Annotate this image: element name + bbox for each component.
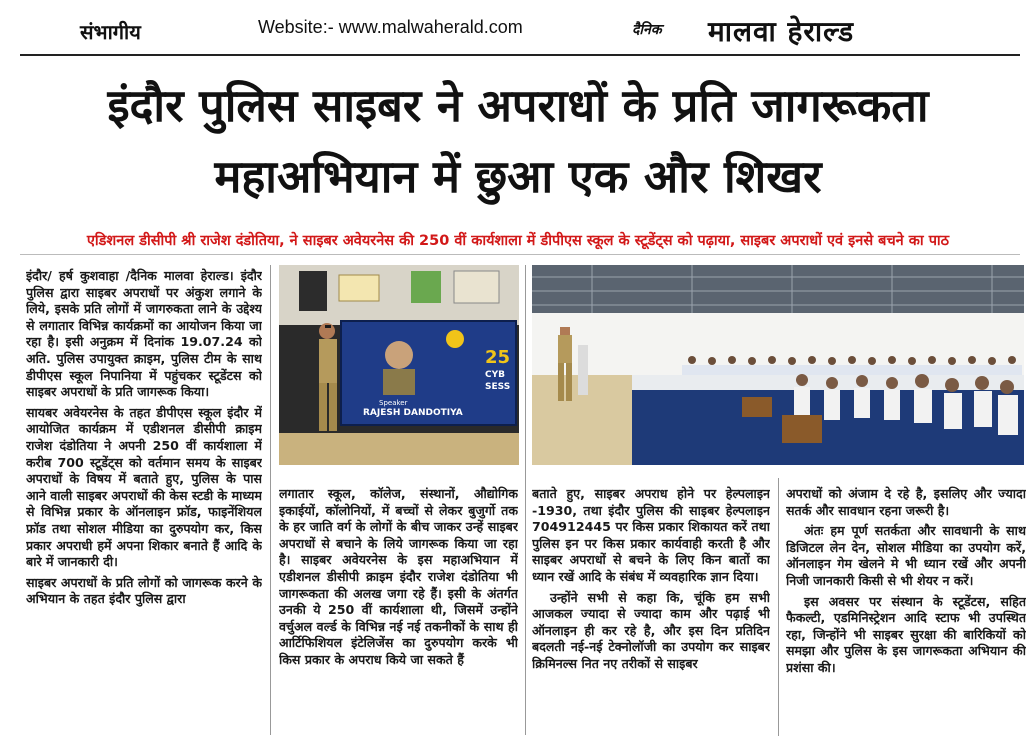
headline-line-1: इंदौर पुलिस साइबर ने अपराधों के प्रति जागरूकता: [107, 79, 929, 132]
article-column-1: [26, 268, 262, 738]
column-divider: [270, 265, 271, 735]
column-divider: [778, 478, 779, 736]
headline-line-2: महाअभियान में छुआ एक और शिखर: [214, 150, 822, 203]
paragraph: अपराधों को अंजाम दे रहे है, इसलिए और ज्यादा सतर्क और सावधान रहना जरूरी है।: [786, 486, 1026, 518]
banner-speaker-label: Speaker: [379, 399, 408, 407]
photo-audience-illustration: [532, 265, 1024, 465]
subheadline: एडिशनल डीसीपी श्री राजेश दंडोतिया, ने साइबर अवेयरनेस की 250 वीं कार्यशाला में डीपीएस स्कूल के स्टूडेंट्स को पढ़ाया, साइबर अपराधों एवं इनसे बचने का पाठ: [86, 233, 950, 249]
banner-text-2: SESS: [485, 382, 511, 392]
daily-label: दैनिक: [632, 22, 662, 38]
banner-text-1: CYB: [485, 370, 505, 380]
paragraph: साइबर अपराधों के प्रति लोगों को जागरूक करने के अभियान के तहत इंदौर पुलिस द्वारा: [26, 574, 262, 607]
article-column-4: [786, 486, 1026, 736]
paragraph: सायबर अवेयरनेस के तहत डीपीएस स्कूल इंदौर में आयोजित कार्यक्रम में एडीशनल डीसीपी क्राइम राजेश दंडोतिया ने अपनी 250 वीं कार्यशाला में करीब 700 स्टूडेंट्स को वर्तमान समय के साइबर अपराधों के विषय में बताते हुए, पुलिस के पास आने वाली साइबर अपराधों की केस स्टडी के माध्यम से विभिन्न प्रकार के ऑनलाइन फ्रॉड, फाइनेंशियल फ्रॉड तथा सोशल मीडिया का दुरुपयोग कर, किस प्रकार अपराधी हमें अपना शिकार बनाते हैं आदि के बारे में जानकारी दी।: [26, 404, 262, 570]
photo-auditorium: [532, 265, 1024, 465]
header-rule: [20, 54, 1020, 56]
subhead-rule: [20, 254, 1020, 255]
masthead-logo: मालवा हेराल्ड: [708, 15, 855, 48]
column-divider: [525, 265, 526, 735]
website-url: Website:- www.malwaherald.com: [258, 17, 523, 37]
paragraph: बताते हुए, साइबर अपराध होने पर हेल्पलाइन -1930, तथा इंदौर पुलिस की साइबर हेल्पलाइन 704912445 पर किस प्रकार शिकायत करें तथा पुलिस इन पर किस प्रकार कार्यवाही करती है और साइबर अपराधों से बचने के लिए किन बातों का ध्यान रखें आदि के संबंध में व्यवहारिक ज्ञान दिया।: [532, 486, 770, 584]
article-column-3: [532, 486, 770, 736]
photo-officer-speaking: [279, 265, 519, 465]
photo-officer-illustration: [279, 265, 519, 465]
paragraph: लगातार स्कूल, कॉलेज, संस्थानों, औद्योगिक इकाईयों, कॉलोनियों, में बच्चों से लेकर बुजुर्गो तक के हर जाति वर्ग के लोगों के बीच जाकर उन्हें साइबर अपराधों से बचाने के लिये जागरूक किया जा रहा है। साइबर अवेयरनेस के इस महाअभियान में एडीशनल डीसीपी क्राइम इंदौर राजेश दंडोतिया भी जागरूकता की अलख जगा रहे हैं। इसी के अंतर्गत उनकी ये 250 वीं कार्यशाला थी, जिसमें उन्होंने वर्चुअल वर्ल्ड के विभिन्न नई नई तकनीकों के साथ ही आर्टिफिशियल इंटेलिजेंस का दुरुपयोग करके भी किस प्रकार के अपराध किये जा सकते हैं: [279, 486, 518, 667]
paragraph: इस अवसर पर संस्थान के स्टूडेंटस, सहित फैकल्टी, एडमिनिस्ट्रेशन आदि स्टाफ भी उपस्थित रहा, जिन्होंने भी साइबर सुरक्षा की बारिकियों को समझा और पुलिस के इस जागरूकता अभियान की प्रशंसा की।: [786, 593, 1026, 675]
section-label: संभागीय: [80, 20, 141, 44]
paragraph: उन्होंने सभी से कहा कि, चूंकि हम सभी आजकल ज्यादा से ज्यादा काम और पढ़ाई भी ऑनलाइन ही कर रहे है, और इस दिन प्रतिदिन बदलती नई-नई टेक्नोलॉजी का उपयोग कर साइबर क्रिमिनल्स नित नए तरीकों से साइबर: [532, 589, 770, 671]
article-column-2: [279, 486, 518, 736]
banner-name: RAJESH DANDOTIYA: [363, 408, 463, 418]
banner-number: 25: [485, 347, 511, 368]
paragraph: इंदौर/ हर्ष कुशवाहा /दैनिक मालवा हेराल्ड। इंदौर पुलिस द्वारा साइबर अपराधों पर अंकुश लगाने के लिये, इसके प्रति लोगों में जागरुकता लाने के उद्देश्य से लगातार विभिन्न कार्यक्रमों का आयोजन किया जा रहा है। इसी अनुक्रम में दिनांक 19.07.24 को अति. पुलिस उपायुक्त क्राइम, पुलिस टीम के साथ डीपीएस स्कूल निपानिया में पहुंचकर स्टूडेंटस को साइबर अपराधों के प्रति जागरूक किया।: [26, 268, 262, 400]
paragraph: अंतः हम पूर्ण सतर्कता और सावधानी के साथ डिजिटल लेन देन, सोशल मीडिया का उपयोग करें, ऑनलाइन गेम खेलने मे भी ध्यान रखें और अपनी निजी जानकारी किसी से भी शेयर न करें।: [786, 523, 1026, 588]
